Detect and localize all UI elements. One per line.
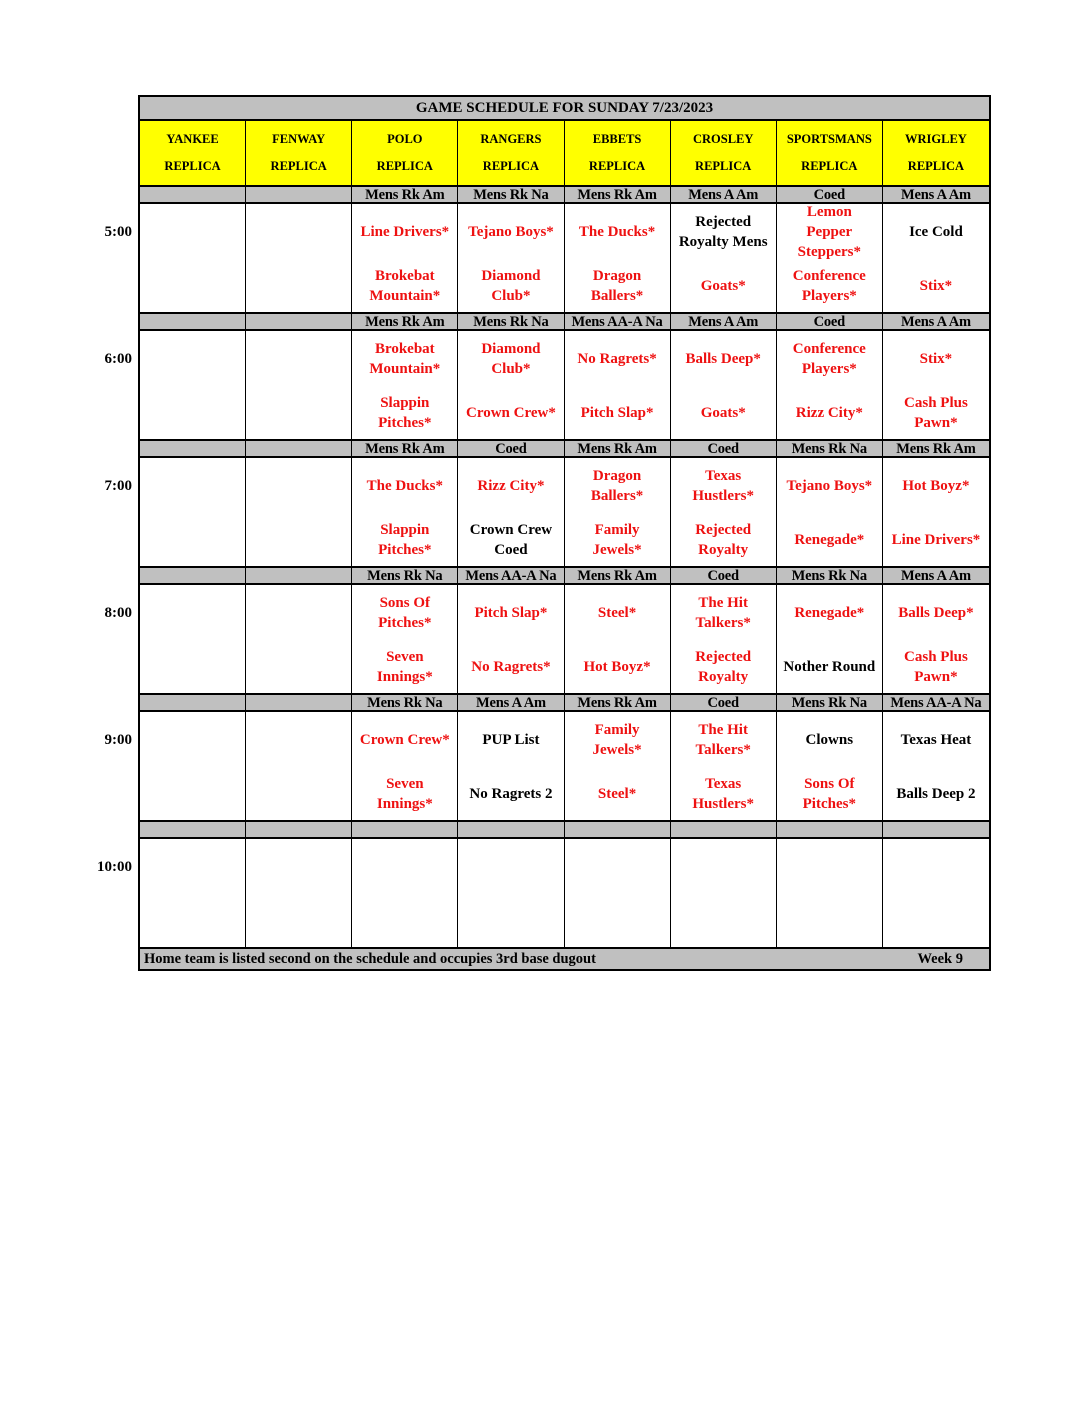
division-label — [565, 822, 671, 837]
home-team: Rejected Royalty — [695, 648, 752, 685]
field-header — [777, 121, 883, 185]
game-cell — [565, 458, 671, 566]
field-name: WRIGLEY — [905, 132, 967, 147]
home-team: Rizz City* — [795, 404, 863, 421]
away-team: Lemon Pepper Steppers* — [797, 203, 861, 260]
division-label: Mens A Am — [458, 695, 564, 710]
home-team: Texas Hustlers* — [692, 775, 755, 812]
game-cell — [777, 331, 883, 439]
division-label: Mens Rk Am — [565, 568, 671, 583]
game-schedule-table — [138, 95, 991, 971]
home-team: Balls Deep 2 — [896, 785, 976, 802]
home-team: No Ragrets* — [471, 658, 551, 675]
division-row — [140, 568, 989, 585]
division-row — [140, 441, 989, 458]
game-cell — [352, 204, 458, 312]
division-row — [140, 314, 989, 331]
away-team: Texas Hustlers* — [692, 467, 755, 504]
division-label: Coed — [671, 695, 777, 710]
game-cell — [140, 458, 246, 566]
away-team: Balls Deep* — [898, 604, 974, 621]
game-cell — [458, 331, 564, 439]
week-label: Week 9 — [917, 951, 963, 967]
division-label: Mens Rk Am — [352, 314, 458, 329]
division-label — [140, 822, 246, 837]
game-cell — [565, 712, 671, 820]
division-label — [140, 695, 246, 710]
time-blocks — [140, 187, 989, 949]
game-cell — [352, 585, 458, 693]
field-name: FENWAY — [272, 132, 326, 147]
away-team: Dragon Ballers* — [590, 467, 644, 504]
game-cell — [883, 331, 989, 439]
field-header-row — [140, 121, 989, 187]
time-slot-label: 10:00 — [97, 859, 132, 875]
away-team: Brokebat Mountain* — [369, 340, 441, 377]
home-team: Seven Innings* — [376, 775, 433, 812]
game-cell — [140, 331, 246, 439]
away-team: Line Drivers* — [360, 223, 450, 240]
game-cell — [671, 331, 777, 439]
game-cell — [777, 585, 883, 693]
home-team: Seven Innings* — [376, 648, 433, 685]
home-team: Nother Round — [783, 658, 876, 675]
away-team: Crown Crew* — [359, 731, 450, 748]
game-cell — [352, 331, 458, 439]
game-cell — [140, 585, 246, 693]
field-sub: REPLICA — [376, 158, 433, 173]
division-label — [140, 568, 246, 583]
game-cell — [883, 712, 989, 820]
division-label — [246, 695, 352, 710]
home-team: Brokebat Mountain* — [369, 267, 441, 304]
time-slot-label: 8:00 — [104, 605, 132, 621]
game-row — [140, 585, 989, 695]
time-slot-label: 9:00 — [104, 732, 132, 748]
field-sub: REPLICA — [695, 158, 752, 173]
field-name: EBBETS — [592, 132, 642, 147]
away-team: Diamond Club* — [481, 340, 541, 377]
game-cell — [777, 204, 883, 312]
division-label — [352, 822, 458, 837]
game-cell — [883, 458, 989, 566]
game-cell — [671, 585, 777, 693]
division-label — [140, 441, 246, 456]
field-sub: REPLICA — [482, 158, 540, 173]
schedule-title: GAME SCHEDULE FOR SUNDAY 7/23/2023 — [140, 97, 989, 121]
division-label: Mens Rk Na — [352, 568, 458, 583]
game-cell — [246, 204, 352, 312]
home-team: Crown Crew* — [466, 404, 556, 421]
away-team: Hot Boyz* — [902, 477, 970, 494]
home-team: Cash Plus Pawn* — [904, 394, 968, 431]
away-team: Stix* — [919, 350, 953, 367]
away-team: Sons Of Pitches* — [378, 594, 432, 631]
time-slot-label: 7:00 — [104, 478, 132, 494]
game-cell — [671, 458, 777, 566]
division-label: Mens Rk Na — [777, 568, 883, 583]
division-row — [140, 822, 989, 839]
division-label: Mens Rk Am — [352, 187, 458, 202]
game-cell — [140, 839, 246, 947]
field-sub: REPLICA — [801, 158, 858, 173]
game-cell — [246, 712, 352, 820]
division-label — [140, 187, 246, 202]
away-team: Conference Players* — [792, 340, 866, 377]
game-cell — [565, 331, 671, 439]
game-cell — [565, 839, 671, 947]
division-label: Mens Rk Na — [777, 695, 883, 710]
game-cell — [246, 839, 352, 947]
away-team: Clowns — [805, 731, 854, 748]
division-label — [246, 822, 352, 837]
division-label — [458, 822, 564, 837]
game-cell — [777, 458, 883, 566]
field-name: YANKEE — [166, 132, 219, 147]
away-team: Ice Cold — [909, 223, 963, 240]
home-team: Line Drivers* — [891, 531, 981, 548]
division-label: Mens Rk Na — [458, 314, 564, 329]
home-team: Goats* — [700, 404, 746, 421]
division-label — [883, 822, 989, 837]
home-team: Slappin Pitches* — [378, 521, 432, 558]
division-label: Mens A Am — [900, 314, 971, 329]
game-cell — [352, 712, 458, 820]
away-team: PUP List — [482, 731, 540, 748]
game-cell — [458, 204, 564, 312]
game-cell — [246, 585, 352, 693]
home-team: Stix* — [919, 277, 953, 294]
home-team: Pitch Slap* — [580, 404, 654, 421]
away-team: Rizz City* — [477, 477, 545, 494]
division-label — [140, 314, 246, 329]
division-label — [246, 187, 352, 202]
away-team: Tejano Boys* — [786, 477, 873, 494]
division-label — [671, 822, 777, 837]
division-row — [140, 695, 989, 712]
field-header — [565, 121, 671, 185]
home-team: Slappin Pitches* — [378, 394, 432, 431]
away-team: The Ducks* — [366, 477, 443, 494]
field-name: CROSLEY — [692, 132, 754, 147]
division-label: Mens A Am — [900, 568, 971, 583]
division-label: Mens AA-A Na — [890, 695, 982, 710]
division-label: Coed — [458, 441, 564, 456]
game-row — [140, 839, 989, 949]
division-label: Mens Rk Am — [896, 441, 976, 456]
home-team: Cash Plus Pawn* — [904, 648, 968, 685]
game-cell — [140, 712, 246, 820]
division-label — [246, 441, 352, 456]
away-team: No Ragrets* — [577, 350, 657, 367]
field-sub: REPLICA — [270, 158, 327, 173]
game-cell — [777, 839, 883, 947]
away-team: Texas Heat — [900, 731, 972, 748]
division-label: Mens Rk Na — [352, 695, 458, 710]
game-row — [140, 712, 989, 822]
game-cell — [883, 204, 989, 312]
away-team: Rejected Royalty Mens — [678, 213, 768, 250]
division-label: Mens Rk Am — [565, 441, 671, 456]
schedule-footer — [140, 949, 989, 969]
game-cell — [140, 204, 246, 312]
division-label: Mens Rk Am — [565, 695, 671, 710]
time-slot-label: 5:00 — [104, 224, 132, 240]
away-team: The Hit Talkers* — [695, 721, 751, 758]
game-cell — [458, 458, 564, 566]
time-slot-label: 6:00 — [104, 351, 132, 367]
field-header — [883, 121, 989, 185]
division-label: Coed — [777, 314, 883, 329]
away-team: Pitch Slap* — [474, 604, 548, 621]
division-label: Coed — [671, 441, 777, 456]
away-team: Renegade* — [794, 604, 865, 621]
game-cell — [246, 458, 352, 566]
home-team: Rejected Royalty — [695, 521, 752, 558]
away-team: Steel* — [597, 604, 637, 621]
home-team: Conference Players* — [792, 267, 866, 304]
home-team: No Ragrets 2 — [469, 785, 553, 802]
game-cell — [671, 839, 777, 947]
home-team: Family Jewels* — [592, 521, 642, 558]
home-team: Hot Boyz* — [583, 658, 651, 675]
game-cell — [565, 204, 671, 312]
field-header — [671, 121, 777, 185]
division-label: Mens AA-A Na — [565, 314, 671, 329]
game-row — [140, 204, 989, 314]
game-cell — [352, 839, 458, 947]
home-team: Renegade* — [794, 531, 865, 548]
away-team: The Ducks* — [578, 223, 656, 240]
division-label: Mens AA-A Na — [458, 568, 564, 583]
field-header — [140, 121, 246, 185]
division-row — [140, 187, 989, 204]
footer-note: Home team is listed second on the schedule and occupies 3rd base dugout — [144, 951, 596, 967]
home-team: Diamond Club* — [481, 267, 541, 304]
field-name: POLO — [387, 132, 423, 147]
field-header — [352, 121, 458, 185]
game-cell — [565, 585, 671, 693]
division-label: Mens Rk Am — [352, 441, 458, 456]
division-label: Mens A Am — [671, 187, 777, 202]
game-cell — [671, 204, 777, 312]
game-cell — [883, 839, 989, 947]
division-label — [246, 314, 352, 329]
game-cell — [246, 331, 352, 439]
home-team: Crown Crew Coed — [469, 521, 553, 558]
game-cell — [458, 585, 564, 693]
field-sub: REPLICA — [907, 158, 965, 173]
field-header — [246, 121, 352, 185]
game-row — [140, 458, 989, 568]
field-name: SPORTSMANS — [786, 132, 872, 147]
game-cell — [777, 712, 883, 820]
division-label: Coed — [671, 568, 777, 583]
away-team: Balls Deep* — [685, 350, 761, 367]
field-header — [458, 121, 564, 185]
away-team: Tejano Boys* — [468, 223, 554, 240]
division-label — [777, 822, 883, 837]
division-label: Coed — [777, 187, 883, 202]
home-team: Sons Of Pitches* — [802, 775, 856, 812]
away-team: The Hit Talkers* — [695, 594, 751, 631]
division-label: Mens A Am — [671, 314, 777, 329]
division-label: Mens Rk Am — [565, 187, 671, 202]
game-cell — [458, 839, 564, 947]
game-cell — [671, 712, 777, 820]
field-sub: REPLICA — [588, 158, 646, 173]
division-label — [246, 568, 352, 583]
away-team: Family Jewels* — [592, 721, 642, 758]
home-team: Steel* — [597, 785, 637, 802]
game-cell — [458, 712, 564, 820]
game-row — [140, 331, 989, 441]
division-label: Mens Rk Na — [777, 441, 883, 456]
home-team: Goats* — [700, 277, 746, 294]
field-sub: REPLICA — [164, 158, 221, 173]
division-label: Mens Rk Na — [458, 187, 564, 202]
field-name: RANGERS — [480, 132, 542, 147]
game-cell — [883, 585, 989, 693]
home-team: Dragon Ballers* — [590, 267, 644, 304]
game-cell — [352, 458, 458, 566]
division-label: Mens A Am — [900, 187, 971, 202]
